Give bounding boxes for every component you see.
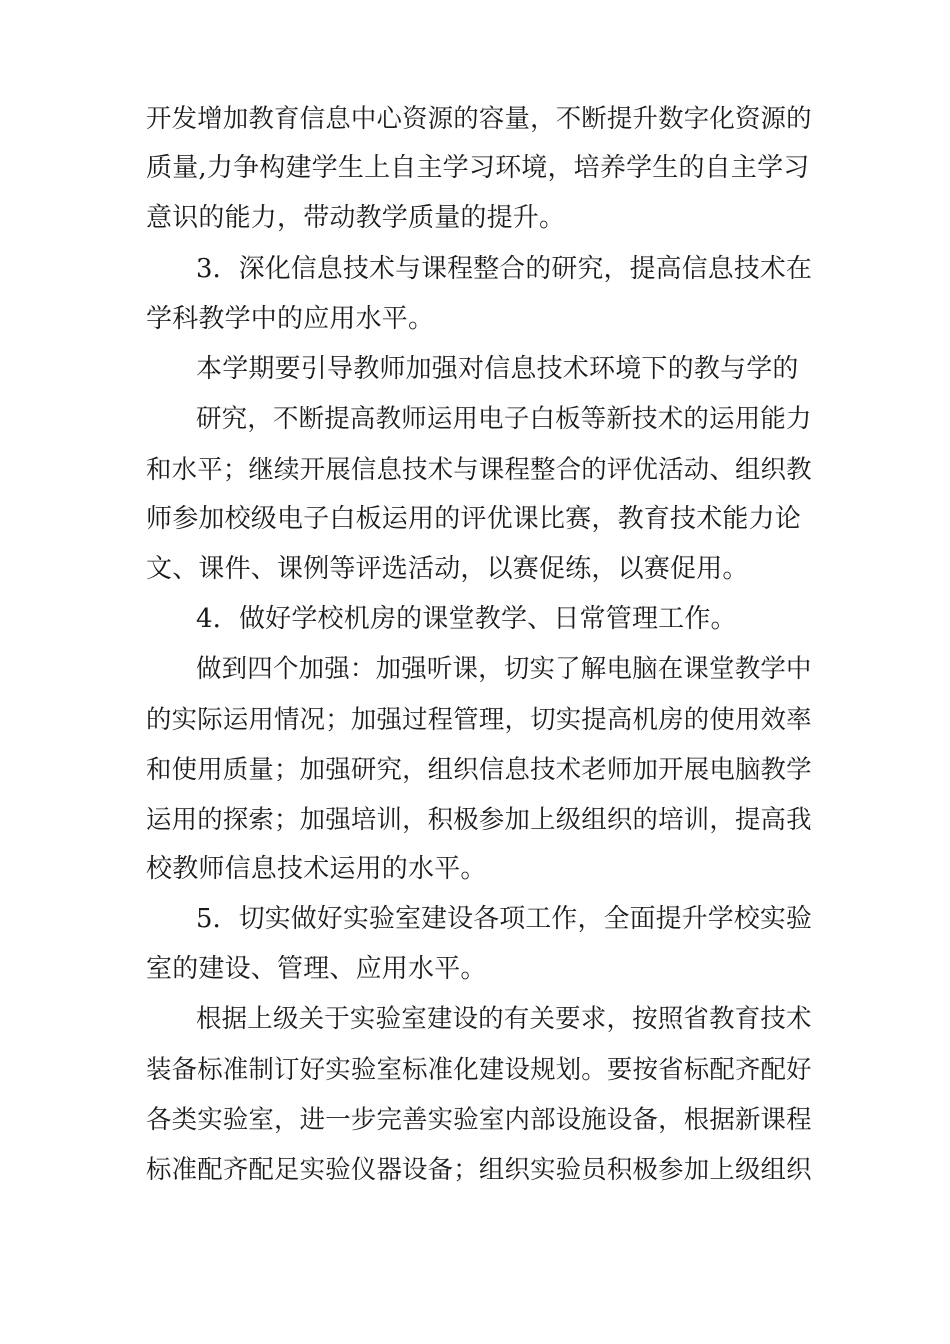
- text-line: 各类实验室，进一步完善实验室内部设施设备，根据新课程: [146, 1104, 812, 1134]
- text-line: 研究，不断提高教师运用电子白板等新技术的运用能力: [196, 404, 812, 434]
- text-line: 4．做好学校机房的课堂教学、日常管理工作。: [196, 604, 737, 634]
- text-line: 文、课件、课例等评选活动，以赛促练，以赛促用。: [146, 554, 749, 584]
- text-line: 做到四个加强：加强听课，切实了解电脑在课堂教学中: [196, 654, 812, 684]
- text-line: 装备标准制订好实验室标准化建设规划。要按省标配齐配好: [146, 1054, 812, 1084]
- text-line: 标准配齐配足实验仪器设备；组织实验员积极参加上级组织: [146, 1154, 812, 1184]
- text-line: 学科教学中的应用水平。: [146, 304, 435, 334]
- text-line: 开发增加教育信息中心资源的容量，不断提升数字化资源的: [146, 103, 812, 133]
- text-line: 校教师信息技术运用的水平。: [146, 854, 487, 884]
- text-line: 意识的能力，带动教学质量的提升。: [146, 203, 566, 233]
- text-line: 师参加校级电子白板运用的评优课比赛，教育技术能力论: [146, 504, 802, 534]
- text-line: 的实际运用情况；加强过程管理，切实提高机房的使用效率: [146, 704, 812, 734]
- text-line: 5．切实做好实验室建设各项工作，全面提升学校实验: [196, 904, 813, 934]
- text-line: 和水平；继续开展信息技术与课程整合的评优活动、组织教: [146, 454, 812, 484]
- text-line: 3．深化信息技术与课程整合的研究，提高信息技术在: [196, 254, 813, 284]
- text-line: 根据上级关于实验室建设的有关要求，按照省教育技术: [196, 1004, 812, 1034]
- text-line: 室的建设、管理、应用水平。: [146, 954, 487, 984]
- text-line: 运用的探索；加强培训，积极参加上级组织的培训，提高我: [146, 804, 812, 834]
- text-line: 本学期要引导教师加强对信息技术环境下的教与学的: [196, 354, 799, 384]
- text-line: 和使用质量；加强研究，组织信息技术老师加开展电脑教学: [146, 754, 812, 784]
- text-line: 质量,力争构建学生上自主学习环境，培养学生的自主学习: [146, 153, 810, 183]
